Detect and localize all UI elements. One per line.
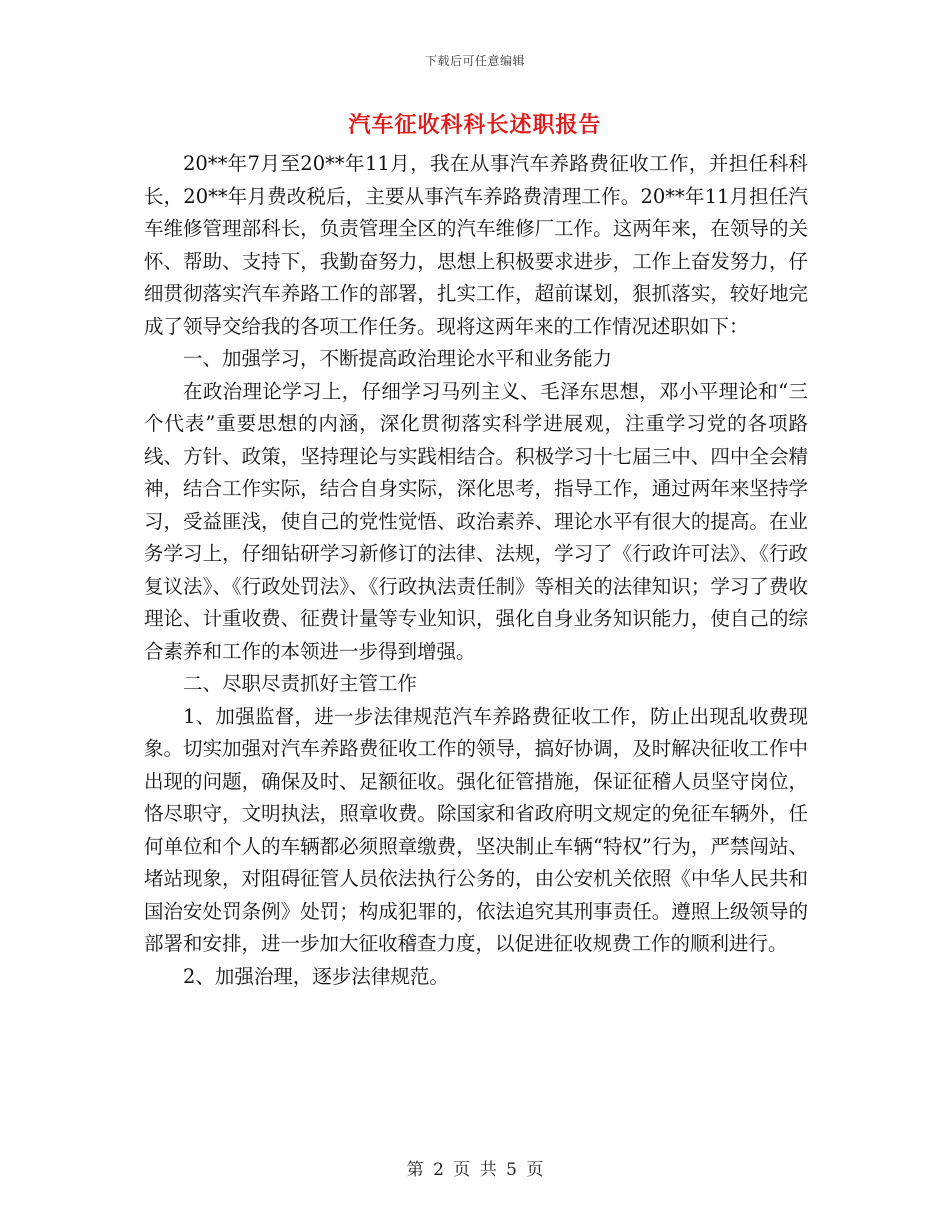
paragraph-supervision: 1、加强监督，进一步法律规范汽车养路费征收工作，防止出现乱收费现象。切实加强对汽车养路费征收工作的领导，搞好协调，及时解决征收工作中出现的问题，确保及时、足额征收。强化征管措施，保证征稽人员坚守岗位，恪尽职守，文明执法，照章收费。除国家和省政府明文规定的免征车辆外，任何单位和个人的车辆都必须照章缴费，坚决制止车辆“特权”行为，严禁闯站、堵站现象，对阻碍征管人员依法执行公务的，由公安机关依照《中华人民共和国治安处罚条例》处罚；构成犯罪的，依法追究其刑事责任。遵照上级领导的部署和安排，进一步加大征收稽查力度，以促进征收规费工作的顺利进行。 [144,704,808,955]
section-heading-2: 二、尽职尽责抓好主管工作 [183,672,418,695]
page-number: 第 2 页 共 5 页 [406,1160,544,1180]
paragraph-intro: 20**年7月至20**年11月，我在从事汽车养路费征收工作，并担任科科长，20**年月费改税后，主要从事汽车养路费清理工作。20**年11月担任汽车维修管理部科长，负责管理全区的汽车维修厂工作。这两年来，在领导的关怀、帮助、支持下，我勤奋努力，思想上积极要求进步，工作上奋发努力，仔细贯彻落实汽车养路工作的部署，扎实工作，超前谋划，狠抓落实，较好地完成了领导交给我的各项工作任务。现将这两年来的工作情况述职如下： [144,152,808,338]
document-title: 汽车征收科科长述职报告 [348,113,602,138]
paragraph-governance: 2、加强治理，逐步法律规范。 [183,964,449,988]
page-header-note: 下载后可任意编辑 [424,54,525,68]
paragraph-study: 在政治理论学习上，仔细学习马列主义、毛泽东思想，邓小平理论和“三个代表”重要思想的内涵，深化贯彻落实科学进展观，注重学习党的各项路线、方针、政策，坚持理论与实践相结合。积极学习十七届三中、四中全会精神，结合工作实际，结合自身实际，深化思考，指导工作，通过两年来坚持学习，受益匪浅，使自己的党性觉悟、政治素养、理论水平有很大的提高。在业务学习上，仔细钻研学习新修订的法律、法规，学习了《行政许可法》、《行政复议法》、《行政处罚法》、《行政执法责任制》等相关的法律知识；学习了费收理论、计重收费、征费计量等专业知识，强化自身业务知识能力，使自己的综合素养和工作的本领进一步得到增强。 [144,379,808,663]
document-body [144,148,808,993]
section-heading-1: 一、加强学习，不断提高政治理论水平和业务能力 [183,347,613,370]
